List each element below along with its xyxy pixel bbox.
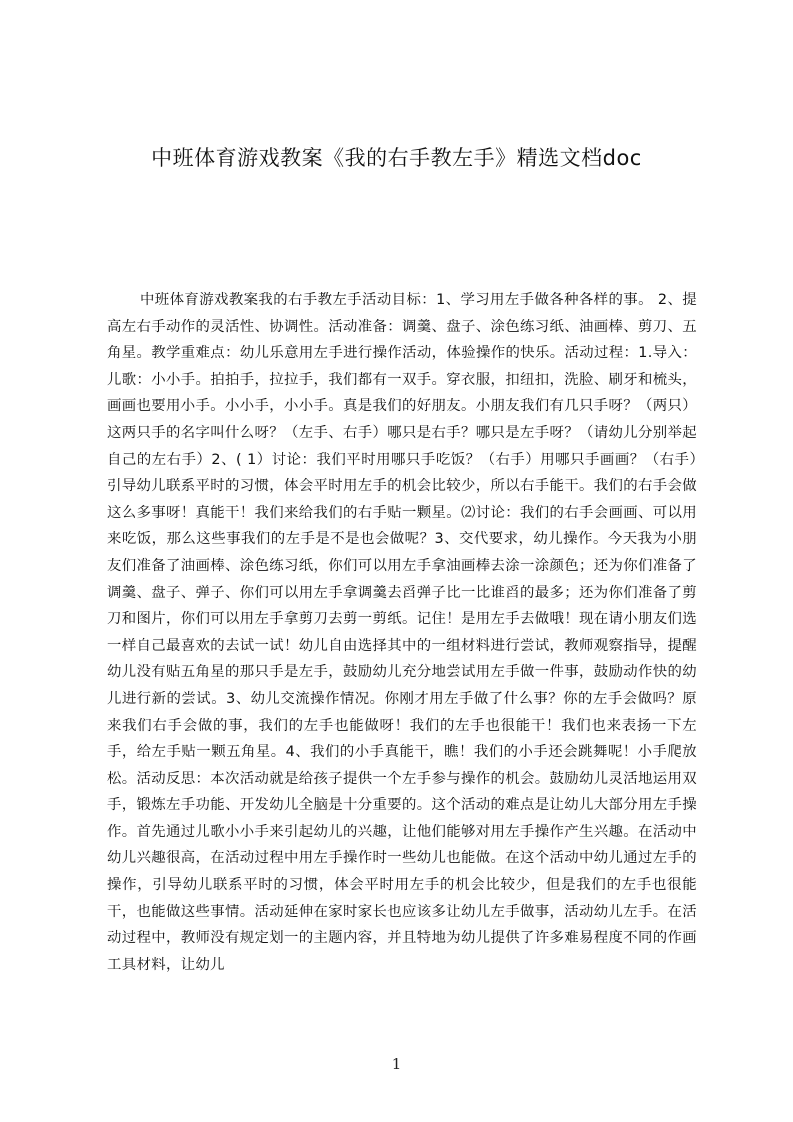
page-number: 1: [391, 1055, 402, 1073]
document-title: 中班体育游戏教案《我的右手教左手》精选文档doc: [151, 146, 642, 170]
document-body-paragraph: 中班体育游戏教案我的右手教左手活动目标：1、学习用左手做各种各样的事。 2、提高左右手动作的灵活性、协调性。活动准备：调羹、盘子、涂色练习纸、油画棒、剪刀、五角星。教学重难点：幼儿乐意用左手进行操作活动，体验操作的快乐。活动过程：1.导入：儿歌：小小手。拍拍手，拉拉手，我们都有一双手。穿衣服，扣纽扣，洗脸、刷牙和梳头，画画也要用小手。小小手，小小手。真是我们的好朋友。小朋友我们有几只手呀？（两只）这两只手的名字叫什么呀？（左手、右手）哪只是右手？哪只是左手呀？（请幼儿分别举起自己的左右手）2、( 1）讨论：我们平时用哪只手吃饭？（右手）用哪只手画画？（右手）引导幼儿联系平时的习惯，体会平时用左手的机会比较少，所以右手能干。我们的右手会做这么多事呀！真能干！我们来给我们的右手贴一颗星。⑵讨论：我们的右手会画画、可以用来吃饭，那么这些事我们的左手是不是也会做呢？3、交代要求，幼儿操作。今天我为小朋友们准备了油画棒、涂色练习纸，你们可以用左手拿油画棒去涂一涂颜色；还为你们准备了调羹、盘子、弹子、你们可以用左手拿调羹去舀弹子比一比谁舀的最多；还为你们准备了剪刀和图片，你们可以用左手拿剪刀去剪一剪纸。记住！是用左手去做哦！现在请小朋友们选一样自己最喜欢的去试一试！幼儿自由选择其中的一组材料进行尝试，教师观察指导，提醒幼儿没有贴五角星的那只手是左手，鼓励幼儿充分地尝试用左手做一件事，鼓励动作快的幼儿进行新的尝试。3、幼儿交流操作情况。你刚才用左手做了什么事？你的左手会做吗？原来我们右手会做的事，我们的左手也能做呀！我们的左手也很能干！我们也来表扬一下左手，给左手贴一颗五角星。4、我们的小手真能干，瞧！我们的小手还会跳舞呢！小手爬放松。活动反思：本次活动就是给孩子提供一个左手参与操作的机会。鼓励幼儿灵活地运用双手，锻炼左手功能、开发幼儿全脑是十分重要的。这个活动的难点是让幼儿大部分用左手操作。首先通过儿歌小小手来引起幼儿的兴趣，让他们能够对用左手操作产生兴趣。在活动中幼儿兴趣很高，在活动过程中用左手操作时一些幼儿也能做。在这个活动中幼儿通过左手的操作，引导幼儿联系平时的习惯，体会平时用左手的机会比较少，但是我们的左手也很能干，也能做这些事情。活动延伸在家时家长也应该多让幼儿左手做事，活动幼儿左手。在活动过程中，教师没有规定划一的主题内容，并且特地为幼儿提供了许多难易程度不同的作画工具材料，让幼儿: [107, 292, 697, 973]
